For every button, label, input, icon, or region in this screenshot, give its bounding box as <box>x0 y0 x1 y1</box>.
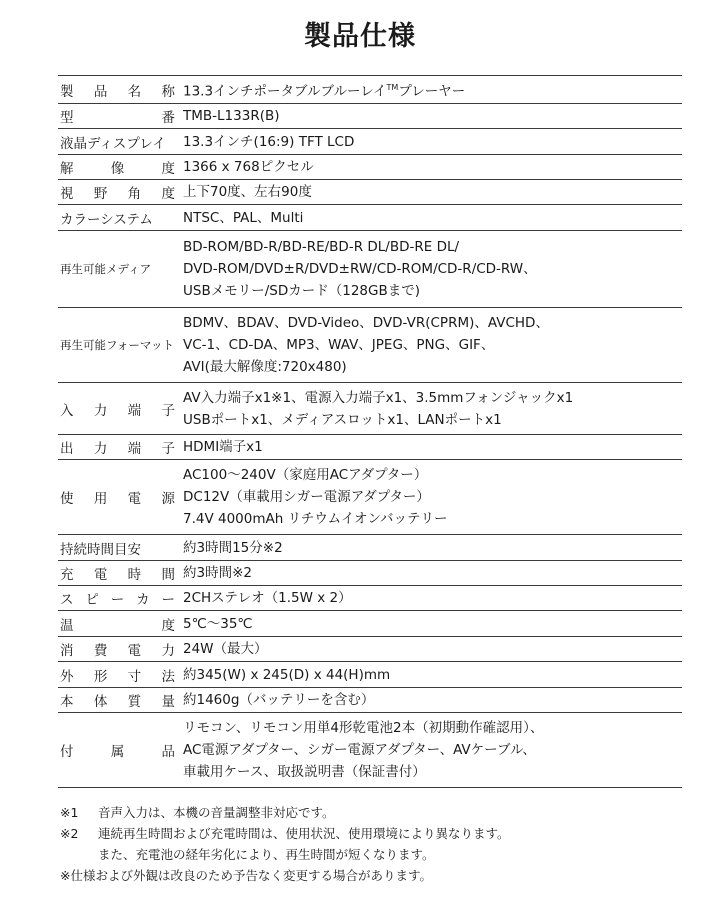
spec-label-char: 子 <box>161 402 175 419</box>
spec-value-line: BD-ROM/BD-R/BD-RE/BD-R DL/BD-RE DL/ <box>183 239 460 255</box>
spec-label-char: 品 <box>161 744 175 760</box>
spec-value <box>175 436 682 458</box>
spec-label <box>58 157 175 177</box>
spec-label-char: 液晶ディスプレイ <box>60 135 166 152</box>
spec-value <box>175 587 682 609</box>
spec-label-char: 製 <box>60 83 74 100</box>
spec-value <box>175 387 682 431</box>
page-title: 製品仕様 <box>304 21 416 52</box>
spec-label-char: 属 <box>110 744 125 760</box>
spec-label-char: 解 <box>60 161 74 177</box>
spec-label-char: 費 <box>93 643 108 659</box>
spec-value <box>175 207 682 229</box>
spec-row <box>58 585 682 610</box>
spec-row <box>58 636 682 661</box>
footnote-text: 音声入力は、本機の音量調整非対応です。 <box>98 805 335 820</box>
spec-row <box>58 560 682 585</box>
spec-row <box>58 103 682 128</box>
spec-value-line: AV入力端子x1※1、電源入力端子x1、3.5mmフォンジャックx1 <box>183 389 574 406</box>
spec-row <box>58 382 682 434</box>
spec-label-char: 度 <box>161 186 175 202</box>
spec-label-char: 源 <box>161 491 175 507</box>
spec-label-char: 外 <box>60 668 74 685</box>
spec-value <box>175 105 682 127</box>
spec-label-char: 視 <box>60 186 74 202</box>
spec-value <box>175 312 682 378</box>
spec-value-line: 2CHステレオ（1.5W x 2） <box>183 590 352 606</box>
spec-value-line: VC-1、CD-DA、MP3、WAV、JPEG、PNG、GIF、 <box>183 337 495 353</box>
spec-label-char: 角 <box>127 186 142 202</box>
footnote-text: また、充電池の経年劣化により、再生時間が短くなります。 <box>98 847 435 862</box>
spec-label-char: 称 <box>161 83 175 100</box>
spec-value <box>175 537 682 559</box>
spec-label-char: 間 <box>161 567 175 583</box>
footnote-text: 連続再生時間および充電時間は、使用状況、使用環境により異なります。 <box>98 826 510 841</box>
spec-label <box>58 588 175 608</box>
spec-label-char: 型 <box>60 110 74 126</box>
spec-label-char: 出 <box>60 441 74 457</box>
spec-label-char: 再生可能フォーマット <box>60 338 174 352</box>
spec-value-line: NTSC、PAL、Multi <box>183 209 304 226</box>
spec-row <box>58 128 682 154</box>
spec-label <box>58 80 175 100</box>
spec-row <box>58 75 682 103</box>
spec-value-line: 5℃～35℃ <box>183 615 253 632</box>
spec-label <box>58 740 175 760</box>
spec-label-char: 名 <box>127 83 142 100</box>
spec-row <box>58 534 682 560</box>
footnote <box>60 844 510 865</box>
spec-label-char: 持続時間目安 <box>60 541 141 558</box>
spec-label-char: 消 <box>60 643 74 659</box>
spec-value-line: 13.3インチポータブルブルーレイ™プレーヤー <box>183 82 466 100</box>
spec-value-line: 13.3インチ(16:9) TFT LCD <box>183 133 355 150</box>
spec-label-char: 寸 <box>127 668 142 685</box>
spec-label-char: 品 <box>93 83 108 100</box>
spec-value-line: AC100～240V（家庭用ACアダプター） <box>183 467 428 483</box>
spec-value-line: 7.4V 4000mAh リチウムイオンバッテリー <box>183 511 448 527</box>
spec-row <box>58 459 682 534</box>
spec-value-line: DVD-ROM/DVD±R/DVD±RW/CD-ROM/CD-R/CD-RW、 <box>183 261 537 277</box>
spec-label-char: 法 <box>161 668 175 685</box>
spec-value <box>175 236 682 302</box>
spec-label-char: 量 <box>161 694 175 710</box>
spec-label <box>58 665 175 685</box>
spec-label <box>58 614 175 634</box>
spec-label-char: 用 <box>93 491 108 507</box>
spec-value <box>175 181 682 203</box>
spec-label <box>58 538 175 558</box>
spec-row <box>58 687 682 712</box>
spec-label <box>58 208 175 228</box>
spec-label-char: 質 <box>127 694 142 710</box>
spec-value-line: 約3時間15分※2 <box>183 539 283 556</box>
spec-label <box>58 337 175 353</box>
spec-value <box>175 562 682 584</box>
spec-row <box>58 661 682 687</box>
spec-label-char: 番 <box>161 110 175 126</box>
spec-value-line: 上下70度、左右90度 <box>183 184 312 200</box>
spec-value <box>175 613 682 635</box>
spec-table <box>58 75 682 788</box>
spec-label-char: 度 <box>161 617 175 634</box>
spec-row <box>58 154 682 179</box>
spec-label-char: ピ <box>85 592 99 608</box>
spec-row <box>58 204 682 230</box>
spec-value-line: 24W（最大） <box>183 641 268 657</box>
spec-label-char: 電 <box>93 567 108 583</box>
spec-value-line: AVI(最大解像度:720x480) <box>183 359 347 375</box>
footnote <box>60 865 510 886</box>
spec-label-char: 像 <box>110 161 125 177</box>
spec-label <box>58 437 175 457</box>
spec-label-char: ー <box>110 592 125 608</box>
spec-label-char: ー <box>161 592 175 608</box>
spec-label-char: カラーシステム <box>60 211 153 228</box>
footnote <box>60 823 510 844</box>
spec-label-char: 使 <box>60 491 74 507</box>
spec-label <box>58 690 175 710</box>
spec-label-char: 充 <box>60 567 74 583</box>
spec-label-char: 力 <box>93 402 108 419</box>
spec-label-char: カ <box>136 592 150 608</box>
spec-label-char: 入 <box>60 402 74 419</box>
spec-value-line: HDMI端子x1 <box>183 439 263 455</box>
footnote <box>60 802 510 823</box>
spec-label <box>58 182 175 202</box>
spec-label-char: 本 <box>60 694 74 710</box>
spec-value <box>175 156 682 178</box>
spec-value-line: USBポートx1、メディアスロットx1、LANポートx1 <box>183 411 502 428</box>
spec-row <box>58 230 682 307</box>
spec-label <box>58 639 175 659</box>
spec-value-line: 約345(W) x 245(D) x 44(H)mm <box>183 666 391 683</box>
spec-label <box>58 487 175 507</box>
spec-value-line: 約3時間※2 <box>183 565 252 581</box>
spec-label-char: 野 <box>93 186 108 202</box>
spec-label-char: 再生可能メディア <box>60 262 152 276</box>
spec-value <box>175 131 682 153</box>
spec-label <box>58 132 175 152</box>
spec-value-line: 車載用ケース、取扱説明書（保証書付） <box>183 764 426 780</box>
spec-value <box>175 664 682 686</box>
spec-value-line: TMB-L133R(B) <box>183 108 280 124</box>
spec-label-char: 温 <box>60 617 74 634</box>
spec-label-char: 体 <box>93 694 108 710</box>
spec-label-char: 子 <box>161 441 175 457</box>
spec-label-char: 形 <box>93 668 108 685</box>
spec-value-line: BDMV、BDAV、DVD-Video、DVD-VR(CPRM)、AVCHD、 <box>183 315 549 331</box>
spec-value-line: 約1460g（バッテリーを含む） <box>183 692 375 708</box>
spec-value <box>175 689 682 711</box>
spec-row <box>58 307 682 382</box>
spec-value <box>175 464 682 530</box>
spec-label-char: 力 <box>161 643 175 659</box>
spec-value-line: DC12V（車載用シガー電源アダプター） <box>183 489 430 505</box>
spec-row <box>58 610 682 636</box>
spec-label-char: ス <box>60 592 74 608</box>
spec-value-line: AC電源アダプター、シガー電源アダプター、AVケーブル、 <box>183 742 536 758</box>
footnotes <box>60 802 510 886</box>
spec-label-char: 時 <box>127 567 142 583</box>
spec-label <box>58 261 175 277</box>
spec-value-line: USBメモリー/SDカード（128GBまで) <box>183 283 420 299</box>
spec-value <box>175 77 682 103</box>
spec-value <box>175 717 682 783</box>
spec-value <box>175 638 682 660</box>
footnote-mark: ※1 <box>60 805 79 820</box>
spec-label-char: 電 <box>127 643 142 659</box>
spec-label-char: 力 <box>93 441 108 457</box>
spec-label-char: 電 <box>127 491 142 507</box>
spec-value-line: リモコン、リモコン用単4形乾電池2本（初期動作確認用）、 <box>183 720 544 736</box>
spec-row <box>58 434 682 459</box>
spec-label-char: 端 <box>127 402 142 419</box>
footnote-text: ※仕様および外観は改良のため予告なく変更する場合があります。 <box>60 868 432 883</box>
spec-label <box>58 106 175 126</box>
spec-value-line: 1366 x 768ピクセル <box>183 159 314 175</box>
spec-label-char: 度 <box>161 161 175 177</box>
spec-label <box>58 563 175 583</box>
spec-label-char: 端 <box>127 441 142 457</box>
spec-label-char: 付 <box>60 744 74 760</box>
spec-row <box>58 712 682 788</box>
spec-label <box>58 399 175 419</box>
footnote-mark: ※2 <box>60 826 79 841</box>
spec-row <box>58 179 682 204</box>
